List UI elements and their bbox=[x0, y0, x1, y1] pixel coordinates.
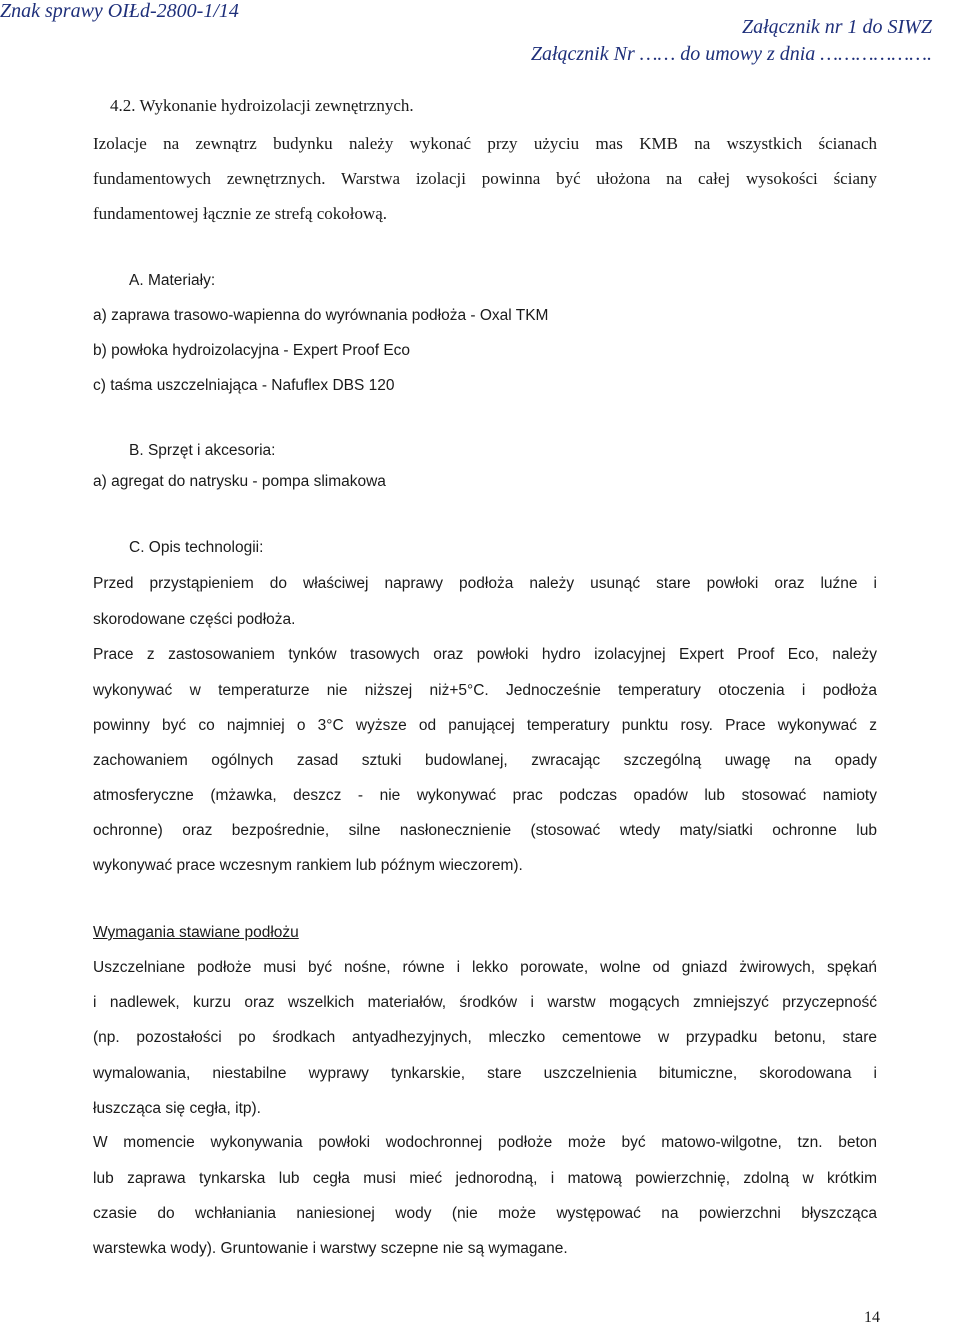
substrate-line: W momencie wykonywania powłoki wodochronnej podłoże może być matowo-wilgotne, tzn. beton bbox=[93, 1134, 877, 1151]
substrate-line: warstewka wody). Gruntowanie i warstwy sczepne nie są wymagane. bbox=[93, 1240, 568, 1257]
substrate-line: (np. pozostałości po środkach antyadhezyjnych, mleczko cementowe w przypadku betonu, stare bbox=[93, 1029, 877, 1046]
technology-line: skorodowane części podłoża. bbox=[93, 611, 296, 628]
attachment-contract: Załącznik Nr …… do umowy z dnia ………………. bbox=[530, 43, 932, 65]
technology-line: wykonywać w temperaturze nie niższej niż+5°C. Jednocześnie temperatury otoczenia i podłoża bbox=[93, 682, 877, 699]
material-item: a) zaprawa trasowo-wapienna do wyrównania podłoża - Oxal TKM bbox=[93, 307, 549, 324]
intro-line: fundamentowych zewnętrznych. Warstwa izolacji powinna być ułożona na całej wysokości ściany bbox=[93, 169, 877, 188]
material-item: c) taśma uszczelniająca - Nafuflex DBS 120 bbox=[93, 377, 395, 394]
substrate-title: Wymagania stawiane podłożu bbox=[93, 924, 299, 941]
substrate-line: i nadlewek, kurzu oraz wszelkich materiałów, środków i warstw mogących zmniejszyć przyczepność bbox=[93, 994, 877, 1011]
intro-line: fundamentowej łącznie ze strefą cokołową. bbox=[93, 204, 388, 223]
materials-title: A. Materiały: bbox=[129, 272, 216, 289]
substrate-line: lub zaprawa tynkarska lub cegła musi mieć jednorodną, i matową powierzchnię, zdolną w krótkim bbox=[93, 1170, 877, 1187]
technology-line: Prace z zastosowaniem tynków trasowych oraz powłoki hydro izolacyjnej Expert Proof Eco, należy bbox=[93, 646, 877, 663]
technology-line: powinny być co najmniej o 3°C wyższe od panującej temperatury punktu rosy. Prace wykonywać z bbox=[93, 717, 877, 734]
attachment-header bbox=[531, 14, 932, 68]
substrate-line: Uszczelniane podłoże musi być nośne, równe i lekko porowate, wolne od gniazd żwirowych, spękań bbox=[93, 959, 877, 976]
section-heading: 4.2. Wykonanie hydroizolacji zewnętrznych. bbox=[110, 96, 414, 115]
substrate-line: czasie do wchłaniania naniesionej wody (nie może występować na powierzchni błyszcząca bbox=[93, 1205, 877, 1222]
equipment-title: B. Sprzęt i akcesoria: bbox=[129, 442, 276, 459]
page-number: 14 bbox=[864, 1309, 880, 1326]
material-item: b) powłoka hydroizolacyjna - Expert Proof Eco bbox=[93, 342, 411, 359]
technology-line: zachowaniem ogólnych zasad sztuki budowlanej, zwracając szczególną uwagę na opady bbox=[93, 752, 877, 769]
substrate-line: wymalowania, niestabilne wyprawy tynkarskie, stare uszczelnienia bitumiczne, skorodowana i bbox=[93, 1065, 877, 1082]
technology-line: ochronne) oraz bezpośrednie, silne nasłonecznienie (stosować wtedy maty/siatki ochronne lub bbox=[93, 822, 877, 839]
substrate-line: łuszcząca się cegła, itp). bbox=[93, 1100, 261, 1117]
technology-line: Przed przystąpieniem do właściwej naprawy podłoża należy usunąć stare powłoki oraz luźne i bbox=[93, 575, 877, 592]
technology-line: wykonywać prace wczesnym rankiem lub późnym wieczorem). bbox=[93, 857, 523, 874]
technology-line: atmosferyczne (mżawka, deszcz - nie wykonywać prac podczas opadów lub stosować namioty bbox=[93, 787, 877, 804]
case-number: Znak sprawy OIŁd-2800-1/14 bbox=[0, 0, 239, 22]
equipment-item: a) agregat do natrysku - pompa slimakowa bbox=[93, 473, 386, 490]
intro-line: Izolacje na zewnątrz budynku należy wykonać przy użyciu mas KMB na wszystkich ścianach bbox=[93, 134, 877, 153]
attachment-siwz: Załącznik nr 1 do SIWZ bbox=[742, 16, 932, 38]
technology-title: C. Opis technologii: bbox=[129, 539, 264, 556]
